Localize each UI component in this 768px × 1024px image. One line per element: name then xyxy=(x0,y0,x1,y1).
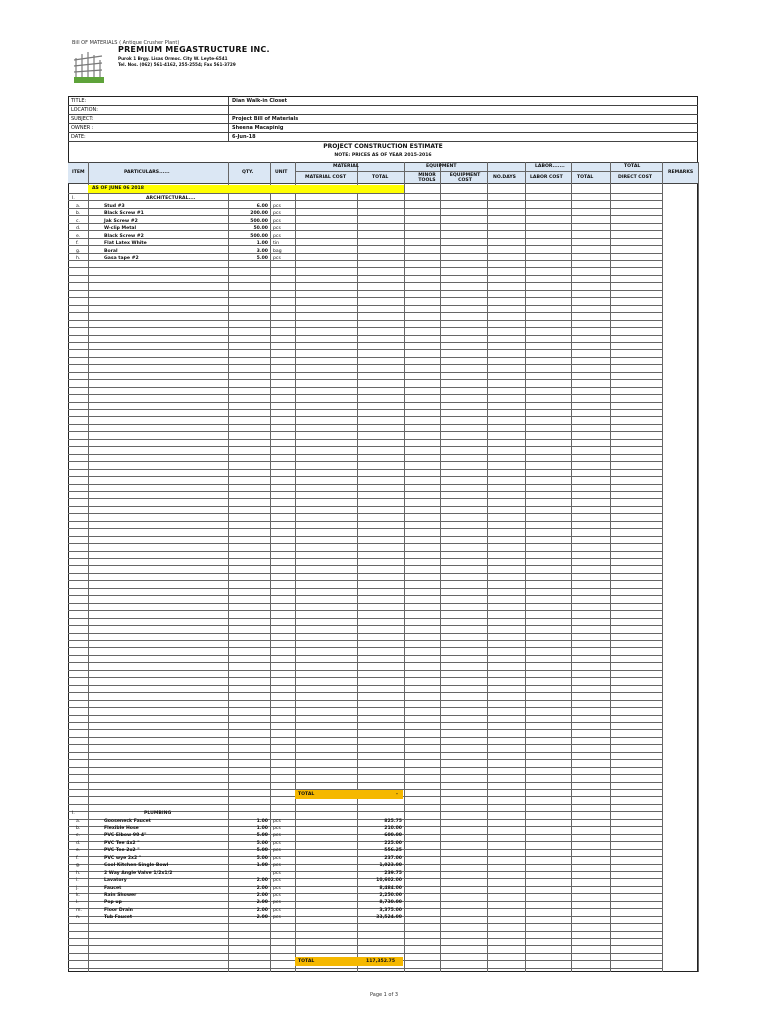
grid-row-line xyxy=(68,484,662,485)
grid-row-line xyxy=(68,267,662,268)
grid-row-line xyxy=(68,327,662,328)
row-item-letter: a. xyxy=(76,204,81,209)
price-note: NOTE: PRICES AS OF YEAR 2015-2016 xyxy=(334,153,432,158)
col-unit: UNIT xyxy=(275,170,288,175)
info-value: 6-Jun-18 xyxy=(232,134,256,140)
row-item-letter: e. xyxy=(76,234,81,239)
grid-row-line xyxy=(68,357,662,358)
info-key: DATE: xyxy=(71,134,86,140)
grid-column-line xyxy=(610,162,611,972)
col-material: MATERIAL xyxy=(333,164,359,169)
row-unit: pcs xyxy=(273,234,281,239)
row-item-letter: c. xyxy=(76,833,80,838)
row-particulars: Flat Latex White xyxy=(104,241,147,246)
grid-row-line xyxy=(68,573,662,574)
row-qty: 3.00 xyxy=(256,249,268,254)
grid-row-line xyxy=(68,513,662,514)
col-labor-cost: LABOR COST xyxy=(530,175,563,180)
grid-row-line xyxy=(68,677,662,678)
section2-total-label: TOTAL xyxy=(298,959,315,964)
grid-row-line xyxy=(68,335,662,336)
info-key: OWNER : xyxy=(71,125,94,131)
grid-row-line xyxy=(68,968,662,969)
row-item-letter: m. xyxy=(76,908,82,913)
grid-row-line xyxy=(68,700,662,701)
row-particulars: Boral xyxy=(104,249,118,254)
grid-row-line xyxy=(68,439,662,440)
info-row-title xyxy=(68,97,698,106)
row-unit: pcs xyxy=(273,826,281,831)
estimate-title: PROJECT CONSTRUCTION ESTIMATE xyxy=(323,143,443,150)
grid-row-line xyxy=(68,774,662,775)
grid-row-line xyxy=(68,446,662,447)
row-qty: 200.00 xyxy=(250,211,268,216)
row-qty: 1.00 xyxy=(256,819,268,824)
row-item-letter: k. xyxy=(76,893,81,898)
row-particulars: Gasa tape #2 xyxy=(104,256,139,261)
col-equipment-cost: EQUIPMENT COST xyxy=(449,173,481,183)
grid-row-line xyxy=(68,647,662,648)
grid-row-line xyxy=(68,372,662,373)
row-unit: pcs xyxy=(273,893,281,898)
col-no-days: NO.DAYS xyxy=(493,175,516,180)
row-unit: pcs xyxy=(273,878,281,883)
grid-row-line xyxy=(68,640,662,641)
row-total: 8,730.00 xyxy=(379,900,402,905)
grid-row-line xyxy=(68,543,662,544)
row-total: 10,602.00 xyxy=(376,878,402,883)
row-total: 3,375.00 xyxy=(379,908,402,913)
row-unit: pcs xyxy=(273,211,281,216)
grid-row-line xyxy=(68,729,662,730)
grid-row-line xyxy=(68,662,662,663)
row-qty: 50.00 xyxy=(253,226,268,231)
grid-row-line xyxy=(68,416,662,417)
grid-row-line xyxy=(68,536,662,537)
row-particulars: W-clip Metal xyxy=(104,226,137,231)
row-item-letter: e. xyxy=(76,848,81,853)
row-unit: pcs xyxy=(273,204,281,209)
row-unit: pcs xyxy=(273,871,281,876)
header-note: Bill OF MATERIALS ( Antique Crusher Plant) xyxy=(72,40,180,46)
row-qty: 1.00 xyxy=(256,863,268,868)
info-key: LOCATION: xyxy=(71,107,98,113)
row-item-letter: g. xyxy=(76,249,81,254)
row-particulars: PVC wye 2x2 " xyxy=(104,856,142,861)
grid-row-line xyxy=(68,588,662,589)
grid-row-line xyxy=(68,625,662,626)
section2-roman: I. xyxy=(72,811,75,816)
row-qty: 5.00 xyxy=(256,856,268,861)
grid-column-line xyxy=(357,162,358,972)
grid-row-line xyxy=(68,767,662,768)
section1-total-value: - xyxy=(396,792,398,797)
grid-row-line xyxy=(68,275,662,276)
grid-column-line xyxy=(228,162,229,972)
grid-row-line xyxy=(68,565,662,566)
col-qty: QTY. xyxy=(242,170,254,175)
grid-row-line xyxy=(68,223,662,224)
row-particulars: Floor Drain xyxy=(104,908,133,913)
row-particulars: Stud #3 xyxy=(104,204,125,209)
grid-column-line xyxy=(571,162,572,972)
grid-row-line xyxy=(68,953,662,954)
grid-row-line xyxy=(68,402,662,403)
row-particulars: Gooseneck Faucet xyxy=(104,819,151,824)
row-particulars: PVC Elbow 90 4" xyxy=(104,833,147,838)
row-unit: tin xyxy=(273,241,279,246)
grid-column-line xyxy=(404,162,405,972)
row-unit: pcs xyxy=(273,256,281,261)
row-item-letter: c. xyxy=(76,219,80,224)
as-of-label: AS OF JUNE 06 2018 xyxy=(92,186,144,191)
grid-row-line xyxy=(68,260,662,261)
company-name: PREMIUM MEGASTRUCTURE INC. xyxy=(118,45,270,54)
grid-row-line xyxy=(68,208,662,209)
grid-row-line xyxy=(68,320,662,321)
grid-column-line xyxy=(295,162,296,972)
grid-row-line xyxy=(68,342,662,343)
grid-row-line xyxy=(68,364,662,365)
row-unit: pcs xyxy=(273,841,281,846)
row-total: 237.00 xyxy=(384,856,402,861)
row-qty: 5.00 xyxy=(256,833,268,838)
row-item-letter: h. xyxy=(76,256,81,261)
grid-row-line xyxy=(68,528,662,529)
info-value: Project Bill of Materials xyxy=(232,116,299,122)
col-labor: LABOR....... xyxy=(535,164,565,169)
grid-row-line xyxy=(68,290,662,291)
row-qty: 2.00 xyxy=(256,893,268,898)
row-qty: 2.00 xyxy=(256,900,268,905)
row-unit: pcs xyxy=(273,915,281,920)
info-value: Sheena Macapinig xyxy=(232,125,284,131)
grid-row-line xyxy=(68,454,662,455)
grid-column-line xyxy=(525,162,526,972)
info-key: SUBJECT: xyxy=(71,116,94,122)
row-qty: 2.00 xyxy=(256,908,268,913)
row-qty: 2.00 xyxy=(256,878,268,883)
row-particulars: Black Screw #2 xyxy=(104,234,144,239)
col-labor-total: TOTAL xyxy=(577,175,594,180)
grid-row-line xyxy=(68,431,662,432)
row-qty: 500.00 xyxy=(250,219,268,224)
grid-row-line xyxy=(68,215,662,216)
row-particulars: PVC Tee 4x2 " xyxy=(104,841,140,846)
row-item-letter: g. xyxy=(76,863,81,868)
grid-row-line xyxy=(68,491,662,492)
row-unit: pcs xyxy=(273,863,281,868)
info-row-owner xyxy=(68,124,698,133)
grid-row-line xyxy=(68,305,662,306)
row-qty: 5.00 xyxy=(256,841,268,846)
row-particulars: Black Screw #1 xyxy=(104,211,144,216)
col-item: ITEM xyxy=(72,170,85,175)
col-particulars: PARTICULARS...... xyxy=(124,170,170,175)
grid-row-line xyxy=(68,521,662,522)
grid-row-line xyxy=(68,595,662,596)
grid-row-line xyxy=(68,633,662,634)
row-total: 2,250.00 xyxy=(379,893,402,898)
grid-row-line xyxy=(68,931,662,932)
row-particulars: Pop up xyxy=(104,900,122,905)
col-direct-cost: DIRECT COST xyxy=(618,175,653,180)
row-item-letter: j. xyxy=(76,886,79,891)
row-particulars: Faucet xyxy=(104,886,122,891)
row-particulars: Tub Faucet xyxy=(104,915,133,920)
row-qty: 5.00 xyxy=(256,848,268,853)
grid-row-line xyxy=(68,655,662,656)
row-item-letter: l. xyxy=(76,900,79,905)
grid-row-line xyxy=(68,685,662,686)
grid-row-line xyxy=(68,461,662,462)
grid-row-line xyxy=(68,498,662,499)
row-item-letter: d. xyxy=(76,226,81,231)
row-qty: 2.00 xyxy=(256,915,268,920)
grid-column-line xyxy=(662,162,663,972)
row-particulars: Flexible Hose xyxy=(104,826,139,831)
grid-row-line xyxy=(68,469,662,470)
grid-row-line xyxy=(68,744,662,745)
grid-row-line xyxy=(68,923,662,924)
row-particulars: Lavatory xyxy=(104,878,127,883)
section2-title: PLUMBING xyxy=(144,811,172,816)
row-total: 556.25 xyxy=(384,848,402,853)
company-address xyxy=(118,56,236,68)
section1-total-label: TOTAL xyxy=(298,792,315,797)
grid-column-line xyxy=(270,162,271,972)
page-footer: Page 1 of 3 xyxy=(369,992,399,998)
grid-row-line xyxy=(68,238,662,239)
row-qty: 6.00 xyxy=(256,204,268,209)
row-unit: pcs xyxy=(273,908,281,913)
row-total: 8,484.00 xyxy=(379,886,402,891)
section1-title: ARCHITECTURAL.... xyxy=(146,196,196,201)
section1-roman: I. xyxy=(72,196,75,201)
grid-row-line xyxy=(68,394,662,395)
grid-row-line xyxy=(68,715,662,716)
grid-row-line xyxy=(68,692,662,693)
row-total: 239.75 xyxy=(384,871,402,876)
grid-column-line xyxy=(487,162,488,972)
address-line-2: Tel. Nos. (062) 561-4162, 255-2554; Fax 561-3729 xyxy=(118,62,236,67)
grid-row-line xyxy=(68,603,662,604)
row-unit: pcs xyxy=(273,219,281,224)
col-grand-total: TOTAL xyxy=(624,164,641,169)
row-item-letter: i. xyxy=(76,878,79,883)
row-item-letter: h. xyxy=(76,871,81,876)
row-particulars: 2 Way Angle Valve 1/2x1/2 xyxy=(104,871,173,876)
row-particulars: PVC Tee 2x2 " xyxy=(104,848,140,853)
grid-row-line xyxy=(68,610,662,611)
row-total: 210.00 xyxy=(384,826,402,831)
grid-row-line xyxy=(68,804,662,805)
section2-total-value: 117,352.75 xyxy=(366,959,396,964)
row-item-letter: a. xyxy=(76,819,81,824)
row-unit: pcs xyxy=(273,856,281,861)
col-remarks: REMARKS xyxy=(668,170,694,175)
company-logo xyxy=(70,46,110,86)
row-particulars: Jak Screw #2 xyxy=(104,219,138,224)
grid-row-line xyxy=(68,230,662,231)
grid-row-line xyxy=(68,349,662,350)
row-qty: 1.00 xyxy=(256,241,268,246)
grid-row-line xyxy=(68,938,662,939)
grid-row-line xyxy=(68,253,662,254)
col-material-cost: MATERIAL COST xyxy=(305,175,347,180)
grid-column-line xyxy=(88,162,89,972)
grid-row-line xyxy=(68,297,662,298)
grid-row-line xyxy=(68,722,662,723)
grid-row-line xyxy=(68,476,662,477)
grid-row-line xyxy=(68,782,662,783)
grid-row-line xyxy=(295,171,662,172)
row-item-letter: f. xyxy=(76,856,79,861)
row-total: 825.75 xyxy=(384,819,402,824)
grid-row-line xyxy=(68,707,662,708)
row-unit: pcs xyxy=(273,226,281,231)
row-unit: pcs xyxy=(273,833,281,838)
row-total: 600.00 xyxy=(384,833,402,838)
grid-row-line xyxy=(68,752,662,753)
row-item-letter: d. xyxy=(76,841,81,846)
row-total: 1,023.00 xyxy=(379,863,402,868)
grid-row-line xyxy=(68,737,662,738)
row-unit: pcs xyxy=(273,819,281,824)
grid-row-line xyxy=(68,379,662,380)
grid-row-line xyxy=(68,312,662,313)
info-row-date xyxy=(68,133,698,142)
col-minor-tools: MINOR TOOLS xyxy=(418,173,436,183)
grid-column-line xyxy=(440,162,441,972)
grid-row-line xyxy=(68,506,662,507)
row-qty: 5.00 xyxy=(256,256,268,261)
info-key: TITLE: xyxy=(71,98,87,104)
row-item-letter: b. xyxy=(76,211,81,216)
row-item-letter: n. xyxy=(76,915,81,920)
grid-row-line xyxy=(68,670,662,671)
col-equipment: EQUIPMENT xyxy=(426,164,457,169)
grid-row-line xyxy=(68,558,662,559)
grid-row-line xyxy=(68,245,662,246)
row-total: 33,524.00 xyxy=(376,915,402,920)
grid-row-line xyxy=(68,409,662,410)
info-row-location xyxy=(68,106,698,115)
address-line-1: Purok 1 Brgy. Lisas Ormoc. City W. Leyte-6541 xyxy=(118,56,228,61)
grid-row-line xyxy=(68,424,662,425)
grid-row-line xyxy=(68,387,662,388)
grid-row-line xyxy=(68,193,662,194)
grid-row-line xyxy=(68,551,662,552)
grid-row-line xyxy=(68,282,662,283)
grid-row-line xyxy=(68,618,662,619)
grid-row-line xyxy=(68,580,662,581)
row-unit: pcs xyxy=(273,900,281,905)
row-unit: pcs xyxy=(273,848,281,853)
info-value: Dian Walk-in Closet xyxy=(232,98,287,104)
row-unit: bag xyxy=(273,249,282,254)
row-qty: 2.00 xyxy=(256,886,268,891)
row-item-letter: f. xyxy=(76,241,79,246)
grid-row-line xyxy=(68,759,662,760)
info-row-subject xyxy=(68,115,698,124)
row-qty: 500.00 xyxy=(250,234,268,239)
row-item-letter: b. xyxy=(76,826,81,831)
grid-column-line xyxy=(698,162,699,972)
row-total: 225.00 xyxy=(384,841,402,846)
col-material-total: TOTAL xyxy=(372,175,389,180)
grid-row-line xyxy=(68,945,662,946)
row-unit: pcs xyxy=(273,886,281,891)
row-particulars: Rain Shower xyxy=(104,893,137,898)
row-particulars: Cool Kitchen Single Bowl xyxy=(104,863,169,868)
row-qty: 1.00 xyxy=(256,826,268,831)
